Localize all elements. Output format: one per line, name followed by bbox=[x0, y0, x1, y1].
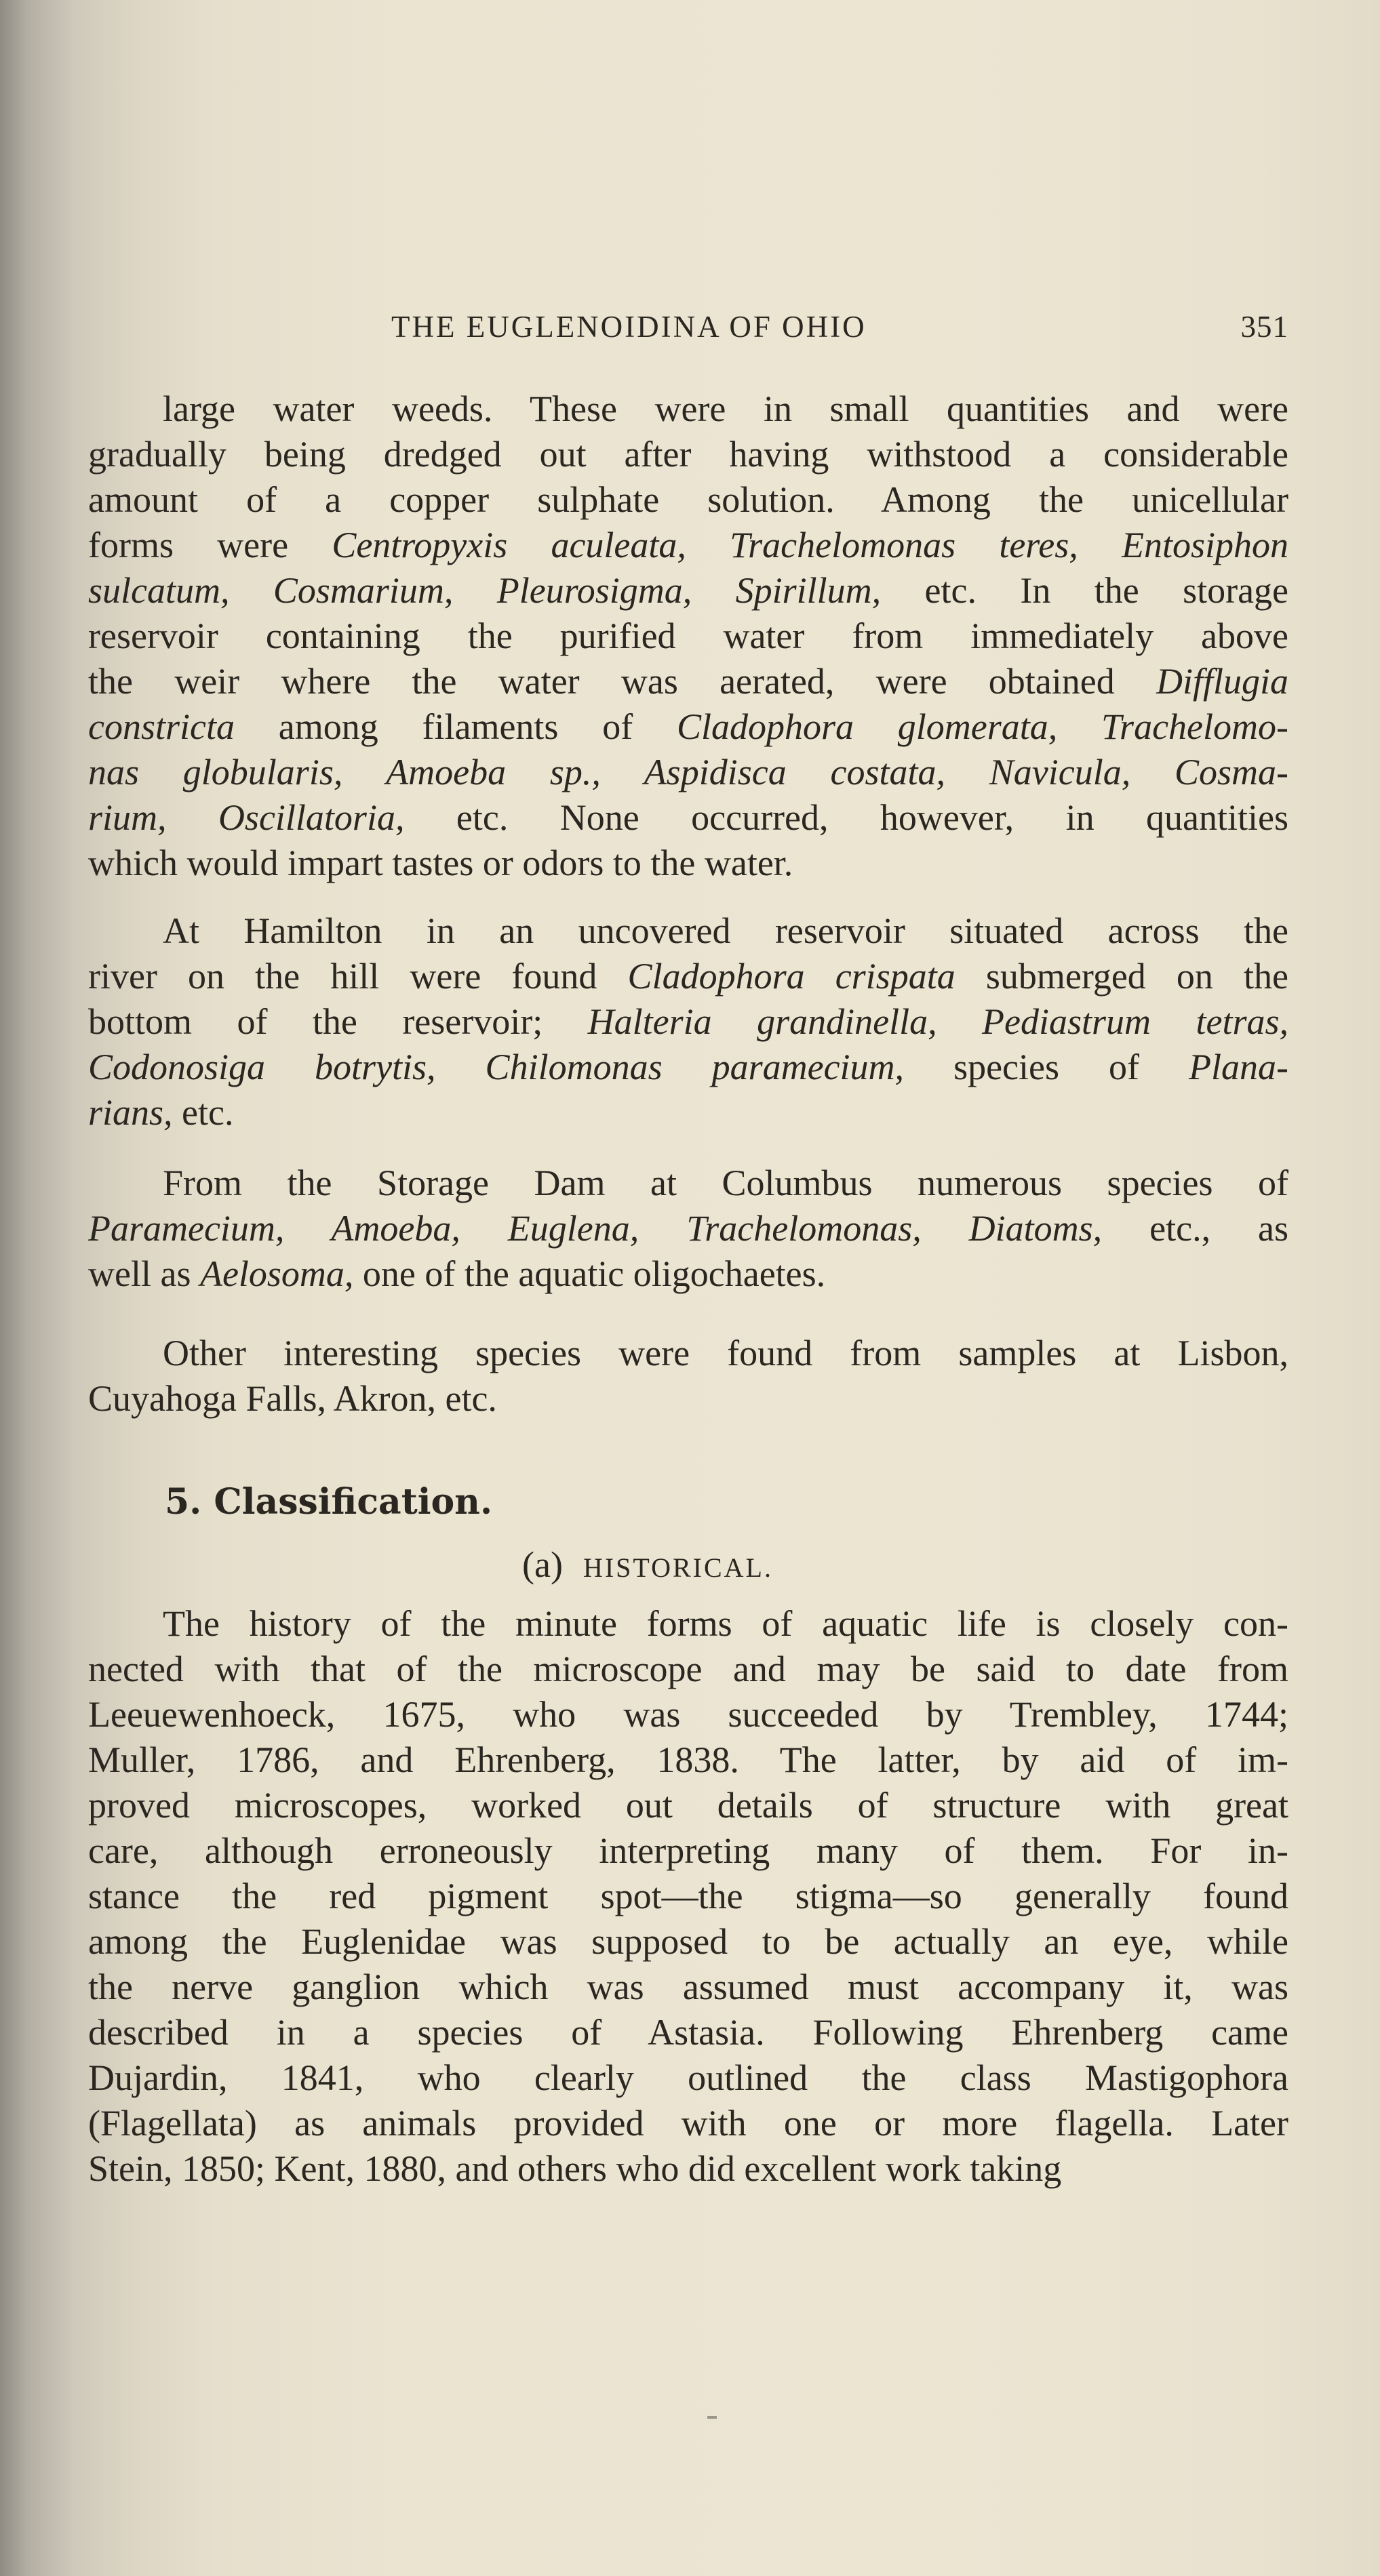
text-line bbox=[88, 386, 1288, 432]
text-run: Cuyahoga Falls, Akron, etc. bbox=[88, 1378, 497, 1419]
text-line bbox=[88, 1331, 1288, 1376]
text-line bbox=[88, 1601, 1288, 1647]
text-run: Dujardin, 1841, who clearly outlined the class Mastigophora bbox=[88, 2057, 1288, 2098]
subheading bbox=[522, 1544, 773, 1586]
text-line bbox=[88, 1874, 1288, 1919]
italic-taxon-run: Paramecium, Amoeba, Euglena, Trachelomonas, Diatoms, bbox=[88, 1208, 1103, 1249]
paragraph-history bbox=[88, 1601, 1288, 2192]
text-run: Stein, 1850; Kent, 1880, and others who did excellent work taking bbox=[88, 2148, 1062, 2189]
italic-taxon-run: Cladophora glomerata, Trachelomo- bbox=[676, 706, 1288, 747]
text-line bbox=[88, 1828, 1288, 1874]
text-line bbox=[88, 841, 1288, 886]
text-run: bottom of the reservoir; bbox=[88, 1001, 588, 1042]
paragraph-water-weeds bbox=[88, 386, 1288, 886]
text-run: among the Euglenidae was supposed to be actually an eye, while bbox=[88, 1921, 1288, 1962]
section-heading: 5. Classification. bbox=[165, 1481, 493, 1523]
text-run: among filaments of bbox=[234, 706, 677, 747]
text-line bbox=[88, 1919, 1288, 1965]
text-run: described in a species of Astasia. Following Ehrenberg came bbox=[88, 2012, 1288, 2053]
text-run: etc. None occurred, however, in quantities bbox=[404, 797, 1288, 838]
text-run: care, although erroneously interpreting many of them. For in- bbox=[88, 1830, 1288, 1871]
text-line bbox=[88, 2101, 1288, 2146]
text-run: (Flagellata) as animals provided with one or more flagella. Later bbox=[88, 2103, 1288, 2144]
text-run: The history of the minute forms of aquatic life is closely con- bbox=[163, 1603, 1288, 1644]
text-line bbox=[88, 1965, 1288, 2010]
text-run: Leeuewenhoeck, 1675, who was succeeded by Trembley, 1744; bbox=[88, 1694, 1288, 1735]
text-line bbox=[88, 1737, 1288, 1783]
text-run: Other interesting species were found from samples at Lisbon, bbox=[163, 1333, 1288, 1373]
text-run: river on the hill were found bbox=[88, 956, 628, 997]
text-line bbox=[88, 1251, 1288, 1297]
text-line bbox=[88, 2010, 1288, 2055]
italic-taxon-run: nas globularis, Amoeba sp., Aspidisca costata, Navicula, Cosma- bbox=[88, 752, 1288, 792]
italic-taxon-run: rians, bbox=[88, 1092, 173, 1133]
page-header bbox=[88, 309, 1288, 350]
text-line bbox=[88, 432, 1288, 477]
italic-taxon-run: Aelosoma, bbox=[199, 1253, 354, 1294]
text-line bbox=[88, 908, 1288, 954]
text-line bbox=[88, 750, 1288, 795]
text-run: nected with that of the microscope and may be said to date from bbox=[88, 1649, 1288, 1689]
text-line bbox=[88, 1647, 1288, 1692]
text-line bbox=[88, 1090, 1288, 1135]
text-run: etc. bbox=[172, 1092, 234, 1133]
subheading-label: (a) bbox=[522, 1544, 563, 1585]
text-line bbox=[88, 1206, 1288, 1251]
text-line bbox=[88, 568, 1288, 613]
text-run: amount of a copper sulphate solution. Among the unicellular bbox=[88, 479, 1288, 520]
text-run: reservoir containing the purified water from immediately above bbox=[88, 616, 1288, 656]
text-line bbox=[88, 1783, 1288, 1828]
text-line bbox=[88, 2055, 1288, 2101]
text-run: proved microscopes, worked out details of structure with great bbox=[88, 1785, 1288, 1826]
text-line bbox=[88, 477, 1288, 523]
text-run: etc. In the storage bbox=[881, 570, 1288, 611]
page-mark bbox=[707, 2416, 717, 2419]
text-run: From the Storage Dam at Columbus numerous species of bbox=[163, 1163, 1288, 1203]
text-line bbox=[88, 659, 1288, 704]
paragraph-columbus bbox=[88, 1161, 1288, 1297]
text-run: submerged on the bbox=[955, 956, 1289, 997]
text-line bbox=[88, 1161, 1288, 1206]
text-run: etc., as bbox=[1102, 1208, 1288, 1249]
text-run: stance the red pigment spot—the stigma—so generally found bbox=[88, 1876, 1288, 1916]
italic-taxon-run: Difflugia bbox=[1156, 661, 1288, 702]
text-run: large water weeds. These were in small quantities and were bbox=[163, 388, 1288, 429]
text-line bbox=[88, 2146, 1288, 2192]
text-line bbox=[88, 523, 1288, 568]
paragraph-other-species bbox=[88, 1331, 1288, 1422]
text-line bbox=[88, 795, 1288, 841]
text-run: Muller, 1786, and Ehrenberg, 1838. The latter, by aid of im- bbox=[88, 1739, 1288, 1780]
text-line bbox=[88, 704, 1288, 750]
subheading-title: HISTORICAL. bbox=[583, 1552, 773, 1583]
italic-taxon-run: Halteria grandinella, Pediastrum tetras, bbox=[587, 1001, 1288, 1042]
text-run: forms were bbox=[88, 525, 332, 565]
text-run: the weir where the water was aerated, were obtained bbox=[88, 661, 1156, 702]
text-line bbox=[88, 613, 1288, 659]
text-line bbox=[88, 954, 1288, 999]
text-run: which would impart tastes or odors to the water. bbox=[88, 843, 793, 883]
italic-taxon-run: Plana- bbox=[1189, 1047, 1288, 1087]
italic-taxon-run: Codonosiga botrytis, Chilomonas paramecium, bbox=[88, 1047, 905, 1087]
italic-taxon-run: constricta bbox=[88, 706, 235, 747]
page-number: 351 bbox=[1240, 310, 1288, 344]
italic-taxon-run: sulcatum, Cosmarium, Pleurosigma, Spirillum, bbox=[88, 570, 882, 611]
italic-taxon-run: rium, Oscillatoria, bbox=[88, 797, 405, 838]
text-run: species of bbox=[904, 1047, 1189, 1087]
text-run: the nerve ganglion which was assumed must accompany it, was bbox=[88, 1967, 1288, 2007]
italic-taxon-run: Centropyxis aculeata, Trachelomonas teres, Entosiphon bbox=[332, 525, 1288, 565]
italic-taxon-run: Cladophora crispata bbox=[627, 956, 955, 997]
paragraph-hamilton bbox=[88, 908, 1288, 1135]
text-run: gradually being dredged out after having withstood a considerable bbox=[88, 434, 1288, 475]
text-line bbox=[88, 1692, 1288, 1737]
running-head: THE EUGLENOIDINA OF OHIO bbox=[391, 310, 867, 344]
text-run: one of the aquatic oligochaetes. bbox=[353, 1253, 826, 1294]
text-run: well as bbox=[88, 1253, 200, 1294]
text-line bbox=[88, 999, 1288, 1045]
text-line bbox=[88, 1045, 1288, 1090]
text-line bbox=[88, 1376, 1288, 1422]
text-run: At Hamilton in an uncovered reservoir situated across the bbox=[163, 910, 1288, 951]
